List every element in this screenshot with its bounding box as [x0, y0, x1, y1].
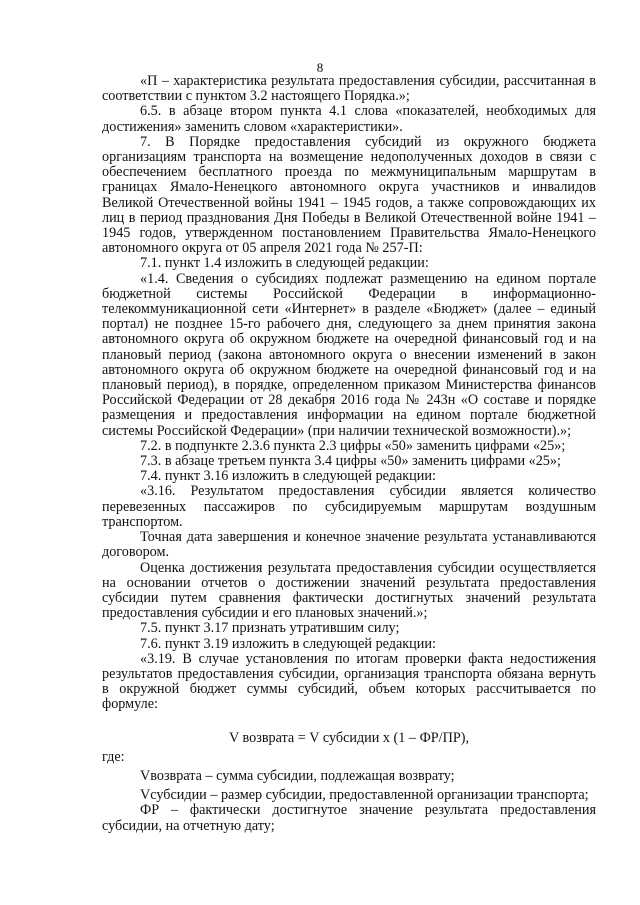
- paragraph: «3.16. Результатом предоставления субсидии является количество перевезенных пассажиров по субсидируемым маршрутам воздушным транспортом.: [102, 483, 596, 530]
- paragraph: 7.2. в подпункте 2.3.6 пункта 2.3 цифры «50» заменить цифрами «25»;: [140, 437, 566, 454]
- paragraph: 7.1. пункт 1.4 изложить в следующей редакции:: [140, 255, 429, 272]
- definition-item: Vсубсидии – размер субсидии, предоставленной организации транспорта;: [140, 787, 589, 804]
- paragraph: 6.5. в абзаце втором пункта 4.1 слова «показателей, необходимых для достижения» заменить словом «характеристики».: [102, 103, 596, 135]
- paragraph: «1.4. Сведения о субсидиях подлежат размещению на едином портале бюджетной системы Российской Федерации в информационно-телекоммуникационной сети «Интернет» в разделе «Бюджет» (далее – единый портал) не позднее 15-го рабочего дня, следующего за днем принятия закона автономного округа об окружном бюджете на очередной финансовый год и на плановый период (закона автономного округа о внесении изменений в закон автономного округа об окружном бюджете на очередной финансовый год и на плановый период), в порядке, определенном приказом Министерства финансов Российской Федерации от 28 декабря 2016 года № 243н «О составе и порядке размещения и предоставления информации на едином портале бюджетной системы Российской Федерации» (при наличии технической возможности).»;: [102, 270, 596, 439]
- page-number: 8: [316, 60, 324, 75]
- definition-item: Vвозврата – сумма субсидии, подлежащая возврату;: [140, 767, 455, 784]
- document-body: [102, 74, 596, 834]
- paragraph: 7.3. в абзаце третьем пункта 3.4 цифры «50» заменить цифрами «25»;: [140, 453, 561, 470]
- paragraph: 7.6. пункт 3.19 изложить в следующей редакции:: [140, 635, 436, 652]
- paragraph: «П – характеристика результата предоставления субсидии, рассчитанная в соответствии с пунктом 3.2 настоящего Порядка.»;: [102, 73, 596, 105]
- paragraph: 7.4. пункт 3.16 изложить в следующей редакции:: [140, 468, 436, 485]
- where-label: где:: [102, 748, 125, 765]
- paragraph: Точная дата завершения и конечное значение результата устанавливаются договором.: [102, 529, 596, 561]
- paragraph: Оценка достижения результата предоставления субсидии осуществляется на основании отчетов о достижении значений результата предоставления субсидии путем сравнения фактически достигнутых значений результата предоставления субсидии и его плановых значений.»;: [102, 559, 596, 622]
- paragraph: 7.5. пункт 3.17 признать утратившим силу;: [140, 620, 400, 637]
- formula: V возврата = V субсидии x (1 – ФР/ПР),: [228, 729, 470, 746]
- definition-item: ФР – фактически достигнутое значение результата предоставления субсидии, на отчетную дату;: [102, 802, 596, 834]
- paragraph: 7. В Порядке предоставления субсидий из окружного бюджета организациям транспорта на возмещение недополученных доходов в связи с обеспечением бесплатного проезда по межмуниципальным маршрутам в границах Ямало-Ненецкого автономного округа участников и инвалидов Великой Отечественной войны 1941 – 1945 годов, а также сопровождающих их лиц в период празднования Дня Победы в Великой Отечественной войне 1941 – 1945 годов, утвержденном постановлением Правительства Ямало-Ненецкого автономного округа от 05 апреля 2021 года № 257-П:: [102, 133, 596, 257]
- paragraph: «3.19. В случае установления по итогам проверки факта недостижения результатов предоставления субсидии, организация транспорта обязана вернуть в окружной бюджет суммы субсидий, объем которых рассчитывается по формуле:: [102, 650, 596, 713]
